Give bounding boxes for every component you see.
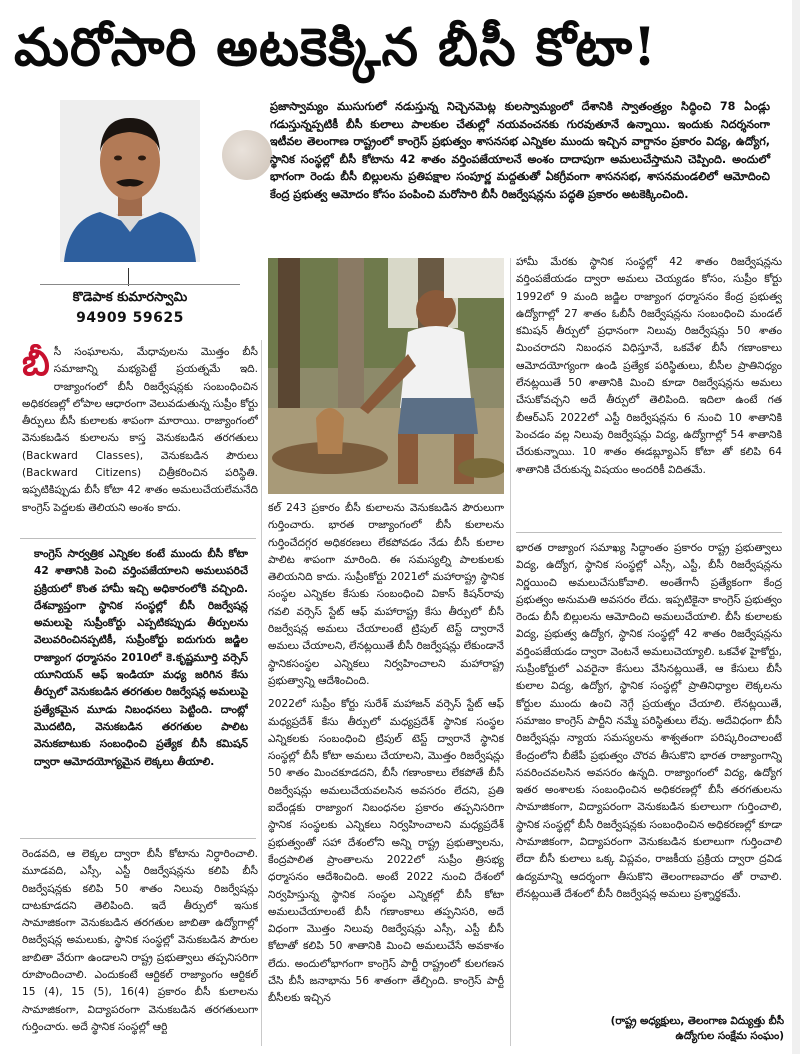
column-2 xyxy=(268,500,504,1046)
author-rule xyxy=(40,284,240,285)
column-2-paragraph-1: కల్ 243 ప్రకారం బీసీ కులాలను వెనుకబడిన పౌరులుగా గుర్తించారు. భారత రాజ్యాంగంలో బీసీ కులాలను గుర్తించేదగ్గర అధికరణలు లేకపోవడం నేడు బీసీ కులాల పాలిట శాపంగా మారింది. ఈ సమస్యల్ని పాలకులకు తెలియనిది కాదు. సుప్రీంకోర్టు 2021లో మహారాష్ట్ర స్థానిక సంస్థల ఎన్నికల కేసుకు సంబంధించి వికాస్ కిషన్‌రావు గవలి వర్సెస్ స్టేట్ ఆఫ్ మహారాష్ట్ర కేసు తీర్పులో బీసీ రిజర్వేషన్ల అమలు చేయాలంటే ట్రిపుల్ టెస్ట్ ద్వారానే అమలు చేయాలని, లేనట్లయితే బీసీ రిజర్వేషన్లు లేకుండానే స్థానికసంస్థల ఎన్నికలు నిర్వహించాలని మహారాష్ట్ర ప్రభుత్వాన్ని ఆదేశించింది. xyxy=(268,502,504,687)
page-edge xyxy=(792,0,800,1054)
intro-paragraph: ప్రజాస్వామ్యం ముసుగులో నడుస్తున్న నిచ్చెనమెట్ల కులస్వామ్యంలో దేశానికి స్వాతంత్ర్యం సిద్ధించి 78 ఏండ్లు గడుస్తున్నప్పటికీ బీసీ కులాలు పాలకుల చేతుల్లో నయవంచనకు గురవుతూనే ఉన్నాయి. ఇందుకు నిదర్శనంగా ఇటీవల తెలంగాణ రాష్ట్రంలో కాంగ్రెస్‌ ప్రభుత్వం శాసనసభ ఎన్నికల ముందు ఇచ్చిన వాగ్దానం ప్రకారం విద్య, ఉద్యోగ, స్థానిక సంస్థల్లో బీసీ కోటాను 42 శాతం వర్తింపజేయాలనే అంశం దాదాపుగా అమలుచేస్తామని చెప్పింది. అందులో భాగంగా రెండు బీసీ బిల్లులను ప్రతిపక్షాల సంపూర్ణ మద్దతుతో ఏకగ్రీవంగా శాసనసభ, శాసనమండలిలో ఆమోదించి కేంద్ర ప్రభుత్వ ఆమోదం కోసం పంపించి మరోసారి బీసీ రిజర్వేషన్లను పద్ధతి ప్రకారం అటకెక్కించింది. xyxy=(270,100,770,201)
column-1-bottom xyxy=(22,846,258,1046)
column-3-bottom xyxy=(516,540,782,1010)
potter-photo xyxy=(268,258,504,494)
column-1-paragraph-1: సీ సంఘాలను, మేధావులను మొత్తం బీసీ సమాజాన్ని మభ్యపెట్టే ప్రయత్నమే ఇది. రాజ్యాంగంలో బీసీ రిజర్వేషన్లకు సంబంధించిన అధికరణల్లో లోపాల ఆధారంగా వెలువడుతున్న సుప్రీం కోర్టు తీర్పులు బీసీ కులాలకు శాపంగా మారాయి. రాజ్యాంగంలో వెనుకబడిన కులాలను కాస్త వెనుకబడిన తరగతులు (Backward Classes), వెనుకబడిన పౌరులు (Backward Citizens) చిత్రీకరించిన పరిస్థితి. ఇప్పటికిప్పుడు బీసీ కోటా 42 శాతం అమలుచేయలేమనేది కాంగ్రెస్ పెద్దలకు తెలియని అంశం కాదు. xyxy=(22,346,258,514)
author-portrait-image xyxy=(60,100,200,262)
column3-rule xyxy=(516,532,782,533)
author-designation: (రాష్ట్ర అధ్యక్షులు, తెలంగాణ విద్యుత్తు బీసీ ఉద్యోగుల సంక్షేమ సంఘం) xyxy=(610,1015,784,1042)
column-2-paragraph-2: 2022లో సుప్రీం కోర్టు సురేశ్ మహాజన్ వర్సెస్ స్టేట్ ఆఫ్ మధ్యప్రదేశ్ కేసు తీర్పులో మధ్యప్రదేశ్ స్థానిక సంస్థల ఎన్నికలకు సంబంధించి ట్రిపుల్ టెస్ట్ ద్వారానే స్థానిక సంస్థల్లో బీసీ కోటా అమలు చేయాలని, మొత్తం రిజర్వేషన్లు 50 శాతం మించకూడదని, బీసీ గణాంకాలు లేకపోతే బీసీ రిజర్వేషన్లు అమలుచేయవలసిన అవసరం లేదని, ప్రతి ఐదేండ్లకు రాజ్యాంగ నిబంధనల ప్రకారం తప్పనిసరిగా స్థానిక సంస్థలకు ఎన్నికలు నిర్వహించాలని మధ్యప్రదేశ్ ప్రభుత్వంతో సహా దేశంలోని అన్ని రాష్ట్ర ప్రభుత్వాలను, కేంద్రపాలిత ప్రాంతాలను 2022లో సుప్రీం త్రిసభ్య ధర్మాసనం ఆదేశించింది. అంటే 2022 నుంచి దేశంలో నిర్వహిస్తున్న స్థానిక సంస్థల ఎన్నికల్లో బీసీ కోటా అమలుచేయాలంటే బీసీ గణాంకాలు తప్పనిసరి, అదే విధంగా మొత్తం నిలువు రిజర్వేషన్లు ఎస్సీ, ఎస్టీ బీసీ కోటాతో కలిపి 50 శాతానికి మించి అమలుచేసే అవకాశం లేదు. అందులోభాగంగా కాంగ్రెస్ పార్టీ రాష్ట్రంలో కులగణన చేసి బీసీ జనాభాను 56 శాతంగా తేల్చింది. కాంగ్రెస్ పార్టీ బీసీలకు ఇచ్చిన xyxy=(268,698,504,1005)
column1-rule-b xyxy=(20,838,256,839)
potter-at-wheel-image xyxy=(268,258,504,494)
column1-rule-a xyxy=(20,538,256,539)
column-rule-2 xyxy=(510,258,511,1046)
column-1-paragraph-2: కాంగ్రెస్ సార్వత్రిక ఎన్నికల కంటే ముందు బీసీ కోటా 42 శాతానికి పెంచి వర్తింపజేయాలని అమలుపరిచే ప్రక్రియలో కొంత హామీ ఇచ్చి అధికారంలోకి వచ్చింది. దేశవ్యాప్తంగా స్థానిక సంస్థల్లో బీసీ రిజర్వేషన్ల అమలుపై సుప్రీంకోర్టు ఎప్పటికప్పుడు తీర్పులను వెలువరించినప్పటికీ, సుప్రీంకోర్టు ఐదుగురు జడ్జిల రాజ్యాంగ ధర్మాసనం 2010లో కె.కృష్ణమూర్తి వర్సెస్ యూనియన్ ఆఫ్ ఇండియా మధ్య జరిగిన కేసు తీర్పులో వెనుకబడిన తరగతుల రిజర్వేషన్ల అమలుపై ప్రత్యేకమైన మూడు నిబంధనలు పెట్టింది. దాంట్లో మొదటిది, వెనుకబడిన తరగతుల పాలిట వెనుకబాటుకు సంబంధించి ప్రత్యేక బీసీ కమిషన్ ద్వారా ఆమోదయోగ్యమైన లెక్కలు తీయాలి. xyxy=(34,548,248,768)
column-rule-1 xyxy=(261,340,262,1046)
dropcap: బీ xyxy=(22,344,50,384)
author-photo xyxy=(60,100,200,262)
decorative-circle xyxy=(222,130,272,180)
column-1-top xyxy=(22,344,258,534)
column-1-highlight xyxy=(34,546,248,834)
author-phone: 94909 59625 xyxy=(76,310,184,326)
author-name: కొడెపాక కుమారస్వామి xyxy=(72,290,188,305)
column-3-paragraph-1: హామీ మేరకు స్థానిక సంస్థల్లో 42 శాతం రిజర్వేషన్లను వర్తింపజేయడం ద్వారా అమలు చెయ్యడం కోసం, సుప్రీం కోర్టు 1992లో 9 మంది జడ్జిల రాజ్యాంగ ధర్మాసనం కేంద్ర ప్రభుత్వ ఉద్యోగాల్లో 27 శాతం ఓబీసీ రిజర్వేషన్లను సంబంధించి మండల్ కమిషన్ తీర్పులో ప్రధానంగా నిలువు రిజర్వేషన్లు 50 శాతం మించరాదని నిబంధన విధిస్తూనే, ఒకవేళ బీసీ గణాంకాలు ఆమోదయోగ్యంగా ఉండి ప్రత్యేక పరిస్థితులు, బీసీల ప్రాతినిధ్యం లేనట్లయితే 50 శాతానికి మించి కూడా రిజర్వేషన్లను అమలు చేసుకోవచ్చని అదే తీర్పులో తెలిపింది. ఇదిలా ఉంటే గత బీఆర్ఎస్ 2022లో ఎస్టీ రిజర్వేషన్లను 6 నుంచి 10 శాతానికి పెంచడం వల్ల నిలువు రిజర్వేషన్లు విద్య, ఉద్యోగాల్లో 54 శాతానికి చేరుకున్నాయి. 10 శాతం ఈడబ్ల్యూఎస్ కోటా తో కలిపి 64 శాతానికి చేరుకున్న విషయం అందరికీ విదితమే. xyxy=(516,256,782,476)
column-3-paragraph-2: భారత రాజ్యాంగ సమాఖ్య సిద్ధాంతం ప్రకారం రాష్ట్ర ప్రభుత్వాలు విద్య, ఉద్యోగ, స్థానిక సంస్థల్లో ఎస్సీ, ఎస్టీ, బీసీ రిజర్వేషన్లను నిర్ణయించి అమలుచేసుకోవాలి. అంతేగానీ ప్రత్యేకంగా కేంద్ర ప్రభుత్వం అనుమతి అవసరం లేదు. ఇప్పటికైనా కాంగ్రెస్ ప్రభుత్వం రెండు బీసీ బిల్లులను ఆమోదించి అమలుచేయాలి. బీసీ కులాలకు విద్య, ప్రభుత్వ ఉద్యోగ, స్థానిక సంస్థల్లో 42 శాతం రిజర్వేషన్లను వర్తింపజేయడం ద్వారా వెంటనే అమలుచెయ్యాలి. ఒకవేళ హైకోర్టు, సుప్రీంకోర్టులో ఎవరైనా కేసులు వేసినట్లయితే, ఆ కేసులు బీసీ కులాల విద్య, ఉద్యోగ, స్థానిక సంస్థల్లో ప్రాతినిధ్యాల లెక్కలను కోర్టుల ముందు ఉంచి నెగ్గే ప్రయత్నం చేయాలి. లేనట్లయితే, సమాజం కాంగ్రెస్ పార్టీని నమ్మే పరిస్థితులు లేవు. అదేవిధంగా బీసీ రిజర్వేషన్లు న్యాయ సమస్యలను శాశ్వతంగా పరిష్కరించాలంటే కేంద్రంలోని బీజేపీ ప్రభుత్వం చొరవ తీసుకొని భారత రాజ్యాంగాన్ని సవరించవలసిన అవసరం ఉన్నది. రాజ్యాంగంలో విద్య, ఉద్యోగ ఇతర అంశాలకు సంబంధించిన అధికరణల్లో బీసీ తరగతులను సామాజికంగా, విద్యాపరంగా వెనుకబడిన కులాలుగా గుర్తించాలి, స్థానిక సంస్థల్లో బీసీ రిజర్వేషన్లకు సంబంధించిన అధికరణల్లో కూడా సామాజికంగా, విద్యాపరంగా వెనుకబడిన కులాలుగా గుర్తించాలి లేదా బీసీ కులాలు ఒక్క విప్లవం, రాజకీయ ప్రక్రియ ద్వారా ద్రవిడ ఉద్యమాన్ని ఆదర్శంగా తీసుకొని తెలంగాణవాదం తో రావాలి. లేనట్లయితే దేశంలో బీసీ రిజర్వేషన్ల అమలు ప్రశ్నార్థకమే. xyxy=(516,542,782,900)
column-1-paragraph-3: రెండవది, ఆ లెక్కల ద్వారా బీసీ కోటాను నిర్ధారించాలి. మూడవది, ఎస్సీ, ఎస్టీ రిజర్వేషన్లను కలిపి బీసీ రిజర్వేషన్లకు కలిపి 50 శాతం నిలువు రిజర్వేషన్లు దాటకూడదని తెలిపింది. ఇదే తీర్పులో ఇసుక సామాజికంగా వెనుకబడిన తరగతుల జాబితా ఉద్యోగాల్లో రిజర్వేషన్ల అమలుకు, స్థానిక సంస్థల్లో వెనుకబడిన పౌరుల జాబితా వేరుగా ఉండాలని రాష్ట్ర ప్రభుత్వాలు తప్పనిసరిగా రూపొందించాలి. ఎందుకంటే ఆర్టికల్ రాజ్యాంగం ఆర్టికల్ 15 (4), 15 (5), 16(4) ప్రకారం బీసీ కులాలను సామాజికంగా, విద్యాపరంగా వెనుకబడిన తరగతులుగా గుర్తించారు. అదే స్థానిక సంస్థల్లో ఆర్టి xyxy=(22,848,258,1033)
column-3-top xyxy=(516,254,782,528)
page-headline: మరోసారి అటకెక్కిన బీసీ కోటా! xyxy=(14,17,657,78)
